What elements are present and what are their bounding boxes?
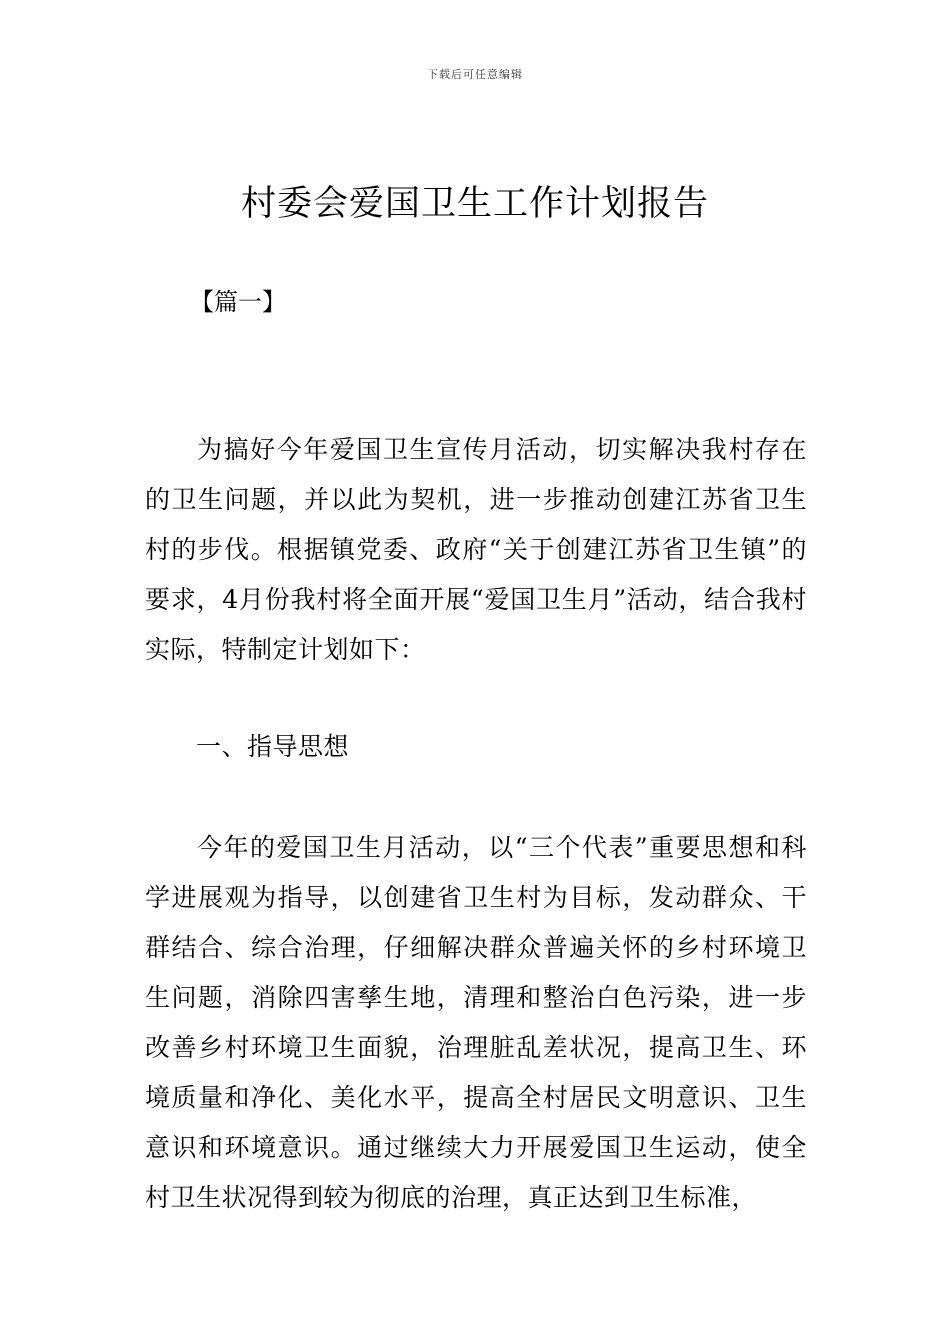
intro-paragraph: 为搞好今年爱国卫生宣传月活动，切实解决我村存在的卫生问题，并以此为契机，进一步推动创建江苏省卫生村的步伐。根据镇党委、政府“关于创建江苏省卫生镇”的要求，4月份我村将全面开展“爱国卫生月”活动，结合我村实际，特制定计划如下：: [145, 435, 807, 664]
header-note: 下载后可任意编辑: [427, 68, 523, 81]
guiding-ideology-paragraph: 今年的爱国卫生月活动，以“三个代表”重要思想和科学进展观为指导，以创建省卫生村为目标，发动群众、干群结合、综合治理，仔细解决群众普遍关怀的乡村环境卫生问题，消除四害孳生地，清理和整治白色污染，进一步改善乡村环境卫生面貌，治理脏乱差状况，提高卫生、环境质量和净化、美化水平，提高全村居民文明意识、卫生意识和环境意识。通过继续大力开展爱国卫生运动，使全村卫生状况得到较为彻底的治理，真正达到卫生标准，: [145, 833, 807, 1212]
section-tag: 【篇一】: [190, 288, 286, 316]
document-title: 村委会爱国卫生工作计划报告: [240, 184, 709, 224]
section-heading-guiding-ideology: 一、指导思想: [196, 732, 350, 761]
